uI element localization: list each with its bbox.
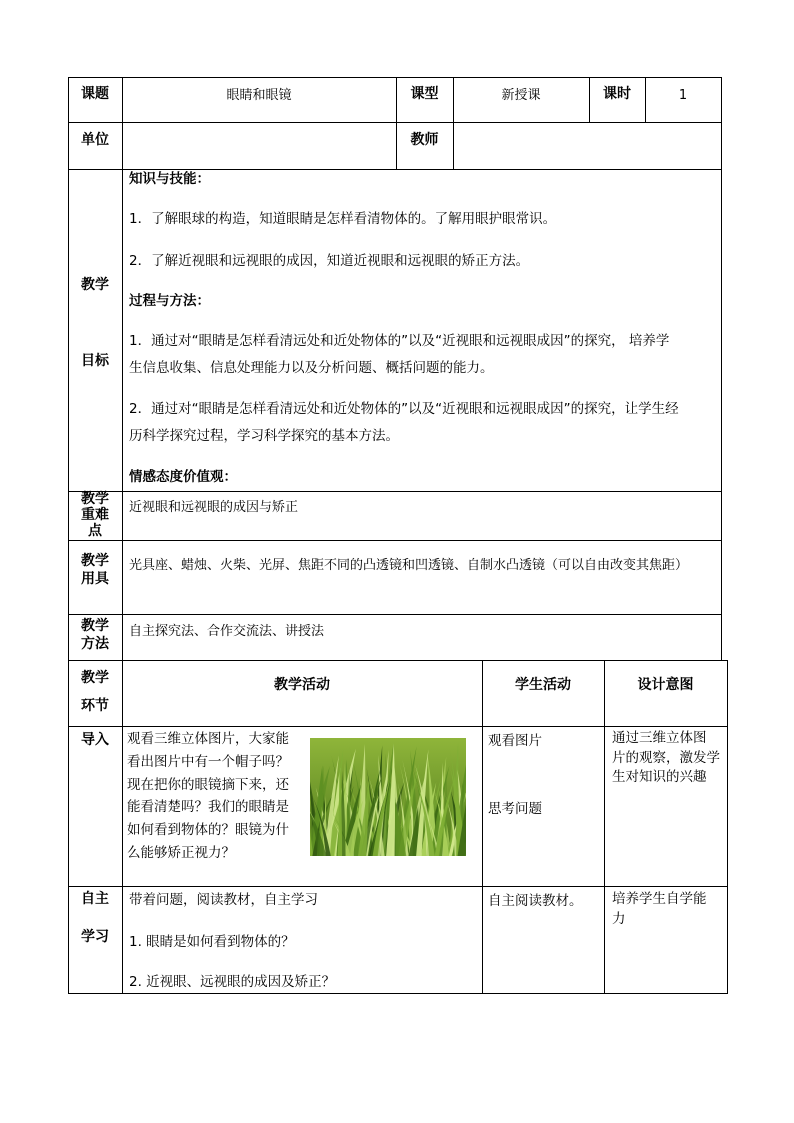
intro-student-line: 思考问题: [488, 801, 542, 817]
rule-bottom: [68, 993, 728, 994]
process-item-2-line-2: 历科学探究过程，学习科学探究的基本方法。: [129, 428, 399, 444]
rule-6: [68, 660, 728, 661]
knowledge-item: 2．了解近视眼和远视眼的成因，知道近视眼和远视眼的矫正方法。: [129, 253, 530, 269]
process-divider-2: [604, 660, 605, 994]
rule-top: [68, 77, 722, 78]
self-study-student-activity: 自主阅读教材。: [488, 893, 583, 909]
intro-teacher-activity: [127, 728, 307, 865]
intro-teacher-line: 现在把你的眼镜摘下来，还: [127, 776, 289, 793]
self-study-intent-line: 培养学生自学能: [612, 891, 707, 907]
rule-1: [68, 122, 722, 123]
intro-teacher-line: 如何看到物体的？眼镜为什: [127, 822, 289, 839]
table-border-right-lower: [727, 660, 728, 994]
tools-label: [68, 552, 122, 588]
self-study-stage-line: 学习: [81, 929, 109, 945]
intro-teacher-line: 观看三维立体图片，大家能: [127, 731, 289, 747]
rule-7: [68, 726, 728, 727]
lesson-type-value: 新授课: [501, 88, 541, 103]
tools-label-line: 用具: [81, 571, 109, 587]
methods-label-line: 教学: [81, 618, 109, 634]
intro-intent-line: 通过三维立体图: [612, 730, 707, 746]
tools-label-line: 教学: [81, 553, 109, 569]
table-border-right-upper: [721, 77, 722, 660]
stage-column-header-line: 教学: [81, 670, 109, 686]
process-heading: 过程与方法：: [129, 293, 210, 309]
process-divider-1: [482, 660, 483, 994]
intro-teacher-line: 看出图片中有一个帽子吗？: [127, 753, 289, 770]
unit-label: 单位: [81, 132, 109, 148]
hours-value: 1: [678, 88, 688, 103]
process-item-2-line-1: 2．通过对“眼睛是怎样看清远处和近处物体的”以及“近视眼和远视眼成因”的探究，让学生经: [129, 401, 679, 417]
intro-intent-line: 片的观察，激发学: [612, 749, 720, 766]
stage-column-header-line: 环节: [81, 698, 109, 714]
knowledge-item: 1．了解眼球的构造，知道眼睛是怎样看清物体的。了解用眼护眼常识。: [129, 211, 557, 227]
intro-teacher-line: 么能够矫正视力？: [127, 844, 235, 861]
stage-self-study: [68, 890, 122, 946]
key-points-label-line: 重难: [81, 507, 109, 523]
self-study-teacher-line: 2. 近视眼、远视眼的成因及矫正？: [129, 974, 336, 990]
teacher-label: 教师: [410, 132, 439, 148]
design-intent-header: 设计意图: [637, 677, 694, 693]
key-points-label-line: 教学: [81, 491, 109, 507]
label-column-divider: [122, 77, 123, 994]
self-study-stage-line: 自主: [81, 891, 109, 907]
student-activity-header: 学生活动: [515, 677, 571, 693]
intro-teacher-line: 能看清楚吗？我们的眼睛是: [127, 799, 289, 816]
stage-column-header: [68, 664, 122, 720]
stereogram-grass-image: [310, 738, 466, 856]
topic-label: 课题: [81, 86, 109, 102]
key-points-label: [68, 491, 122, 539]
methods-label: [68, 617, 122, 653]
intro-student-line: 观看图片: [488, 733, 542, 749]
methods-value: 自主探究法、合作交流法、讲授法: [129, 624, 325, 639]
rule-5: [68, 614, 722, 615]
rule-4: [68, 540, 722, 541]
rule-8: [68, 886, 728, 887]
self-study-teacher-line: 带着问题，阅读教材，自主学习: [129, 892, 318, 908]
process-item-1-line-2: 生信息收集、信息处理能力以及分析问题、概括问题的能力。: [129, 360, 494, 376]
self-study-design-intent: [612, 889, 726, 929]
key-points-label-line: 点: [88, 523, 102, 539]
intro-design-intent: [612, 729, 726, 788]
methods-label-line: 方法: [81, 636, 109, 652]
key-points-value: 近视眼和远视眼的成因与矫正: [129, 500, 299, 515]
rule-3: [68, 491, 722, 492]
lesson-type-label: 课型: [410, 86, 439, 102]
topic-value: 眼睛和眼镜: [226, 88, 292, 103]
stage-intro: 导入: [81, 732, 109, 748]
self-study-intent-line: 力: [612, 911, 626, 927]
objectives-label-bottom: 目标: [81, 353, 109, 369]
tools-value: 光具座、蜡烛、火柴、光屏、焦距不同的凸透镜和凹透镜、自制水凸透镜（可以自由改变其焦距）: [129, 558, 689, 573]
attitude-heading: 情感态度价值观：: [129, 469, 237, 485]
self-study-teacher-line: 1. 眼睛是如何看到物体的？: [129, 934, 295, 950]
objectives-label-top: 教学: [81, 277, 109, 293]
teacher-activity-header: 教学活动: [274, 677, 330, 693]
hours-label: 课时: [603, 86, 631, 102]
intro-intent-line: 生对知识的兴趣: [612, 769, 707, 785]
process-item-1-line-1: 1．通过对“眼睛是怎样看清远处和近处物体的”以及“近视眼和远视眼成因”的探究， 培养学: [129, 333, 670, 349]
knowledge-heading: 知识与技能：: [129, 171, 210, 187]
